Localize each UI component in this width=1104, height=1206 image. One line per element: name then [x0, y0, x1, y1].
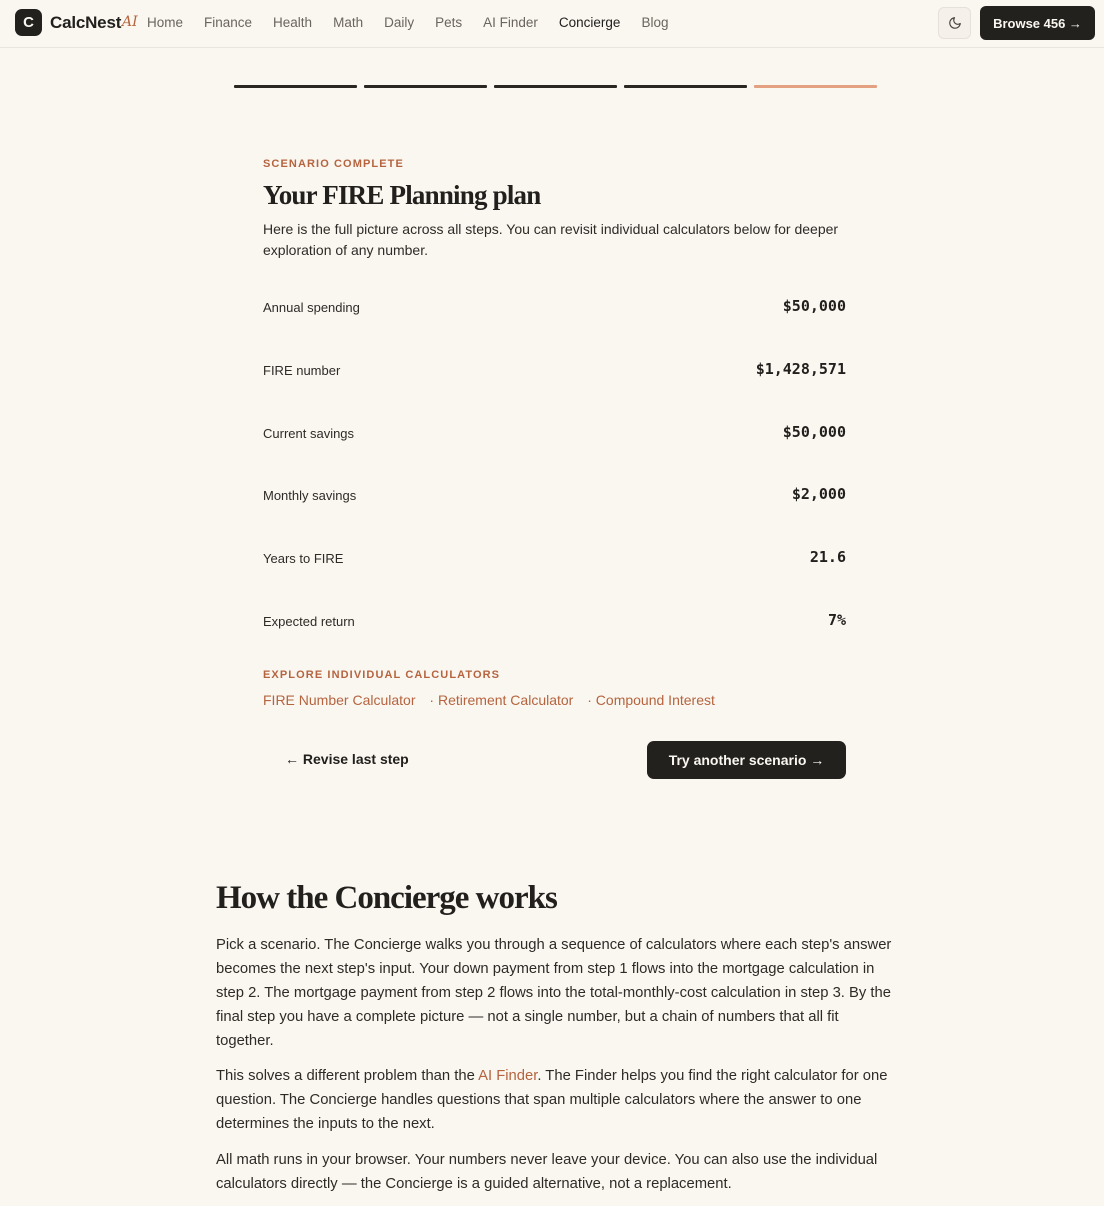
main-nav: [147, 15, 689, 30]
progress-step-1: [234, 85, 357, 88]
nav-item-pets[interactable]: Pets: [435, 15, 463, 30]
scenario-eyebrow: SCENARIO COMPLETE: [263, 158, 404, 170]
row-label: FIRE number: [263, 363, 341, 378]
explore-heading: EXPLORE INDIVIDUAL CALCULATORS: [263, 669, 501, 681]
brand-name[interactable]: CalcNest: [50, 13, 122, 32]
how-paragraph-2: [216, 1064, 896, 1136]
step-progress: [234, 85, 884, 88]
p2-text-after: . The Finder helps you find the right calculator for one question. The Concierge handles questions that span multiple calculators where the answer to one determines the inputs to the next.: [216, 1068, 888, 1132]
nav-item-daily[interactable]: Daily: [384, 15, 415, 30]
result-row: [263, 484, 846, 508]
logo-icon[interactable]: C: [15, 9, 42, 36]
nav-item-ai-finder[interactable]: AI Finder: [483, 15, 538, 30]
row-value: $50,000: [782, 297, 846, 315]
moon-icon: [948, 16, 962, 30]
row-value: $2,000: [791, 485, 846, 503]
row-label: Years to FIRE: [263, 551, 344, 566]
nav-item-finance[interactable]: Finance: [204, 15, 253, 30]
browse-button[interactable]: Browse 456 →: [980, 6, 1095, 40]
top-navbar: [0, 0, 1104, 48]
p2-text-before: This solves a different problem than the: [216, 1068, 479, 1084]
progress-step-5: [754, 85, 877, 88]
brand-suffix: AI: [122, 14, 138, 30]
progress-step-3: [494, 85, 617, 88]
plan-description: Here is the full picture across all steps. You can revisit individual calculators below for deeper exploration of any number.: [263, 221, 839, 258]
link-separator: ·: [587, 692, 592, 708]
result-row: [263, 296, 846, 320]
link-fire-number-calculator[interactable]: FIRE Number Calculator: [263, 692, 416, 708]
progress-step-2: [364, 85, 487, 88]
revise-last-step-button[interactable]: ← Revise last step: [285, 751, 409, 767]
row-value: $50,000: [782, 423, 846, 441]
row-label: Monthly savings: [263, 488, 357, 503]
plan-title: Your FIRE Planning plan: [263, 180, 541, 210]
row-value: 7%: [827, 611, 846, 629]
link-retirement-calculator[interactable]: Retirement Calculator: [437, 692, 574, 708]
row-label: Expected return: [263, 614, 355, 629]
calculator-links: [263, 692, 715, 708]
result-row: [263, 422, 846, 446]
how-it-works-title: How the Concierge works: [216, 880, 557, 916]
progress-step-4: [624, 85, 747, 88]
row-label: Annual spending: [263, 300, 360, 315]
how-paragraph-1: Pick a scenario. The Concierge walks you through a sequence of calculators where each step's answer becomes the next step's input. Your down payment from step 1 flows into the mortgage calculation in step 2. The mortgage payment from step 2 flows into the total-monthly-cost calculation in step 3. By the final step you have a complete picture — not a single number, but a chain of numbers that all fit together.: [216, 937, 892, 1049]
row-label: Current savings: [263, 426, 355, 441]
link-separator: ·: [429, 692, 435, 708]
how-paragraph-3: All math runs in your browser. Your numbers never leave your device. You can also use the individual calculators directly — the Concierge is a guided alternative, not a replacement.: [216, 1152, 878, 1192]
ai-finder-link[interactable]: AI Finder: [478, 1068, 538, 1084]
link-compound-interest[interactable]: Compound Interest: [595, 692, 715, 708]
nav-item-home[interactable]: Home: [147, 15, 184, 30]
row-value: $1,428,571: [755, 360, 846, 378]
nav-item-concierge[interactable]: Concierge: [558, 15, 621, 30]
result-row: [263, 610, 846, 634]
nav-item-blog[interactable]: Blog: [641, 15, 669, 30]
row-value: 21.6: [809, 548, 846, 566]
try-another-scenario-button[interactable]: Try another scenario →: [647, 741, 846, 779]
nav-item-health[interactable]: Health: [273, 15, 313, 30]
theme-toggle-button[interactable]: [938, 7, 971, 39]
nav-item-math[interactable]: Math: [333, 15, 364, 30]
result-row: [263, 359, 846, 383]
result-row: [263, 547, 846, 571]
